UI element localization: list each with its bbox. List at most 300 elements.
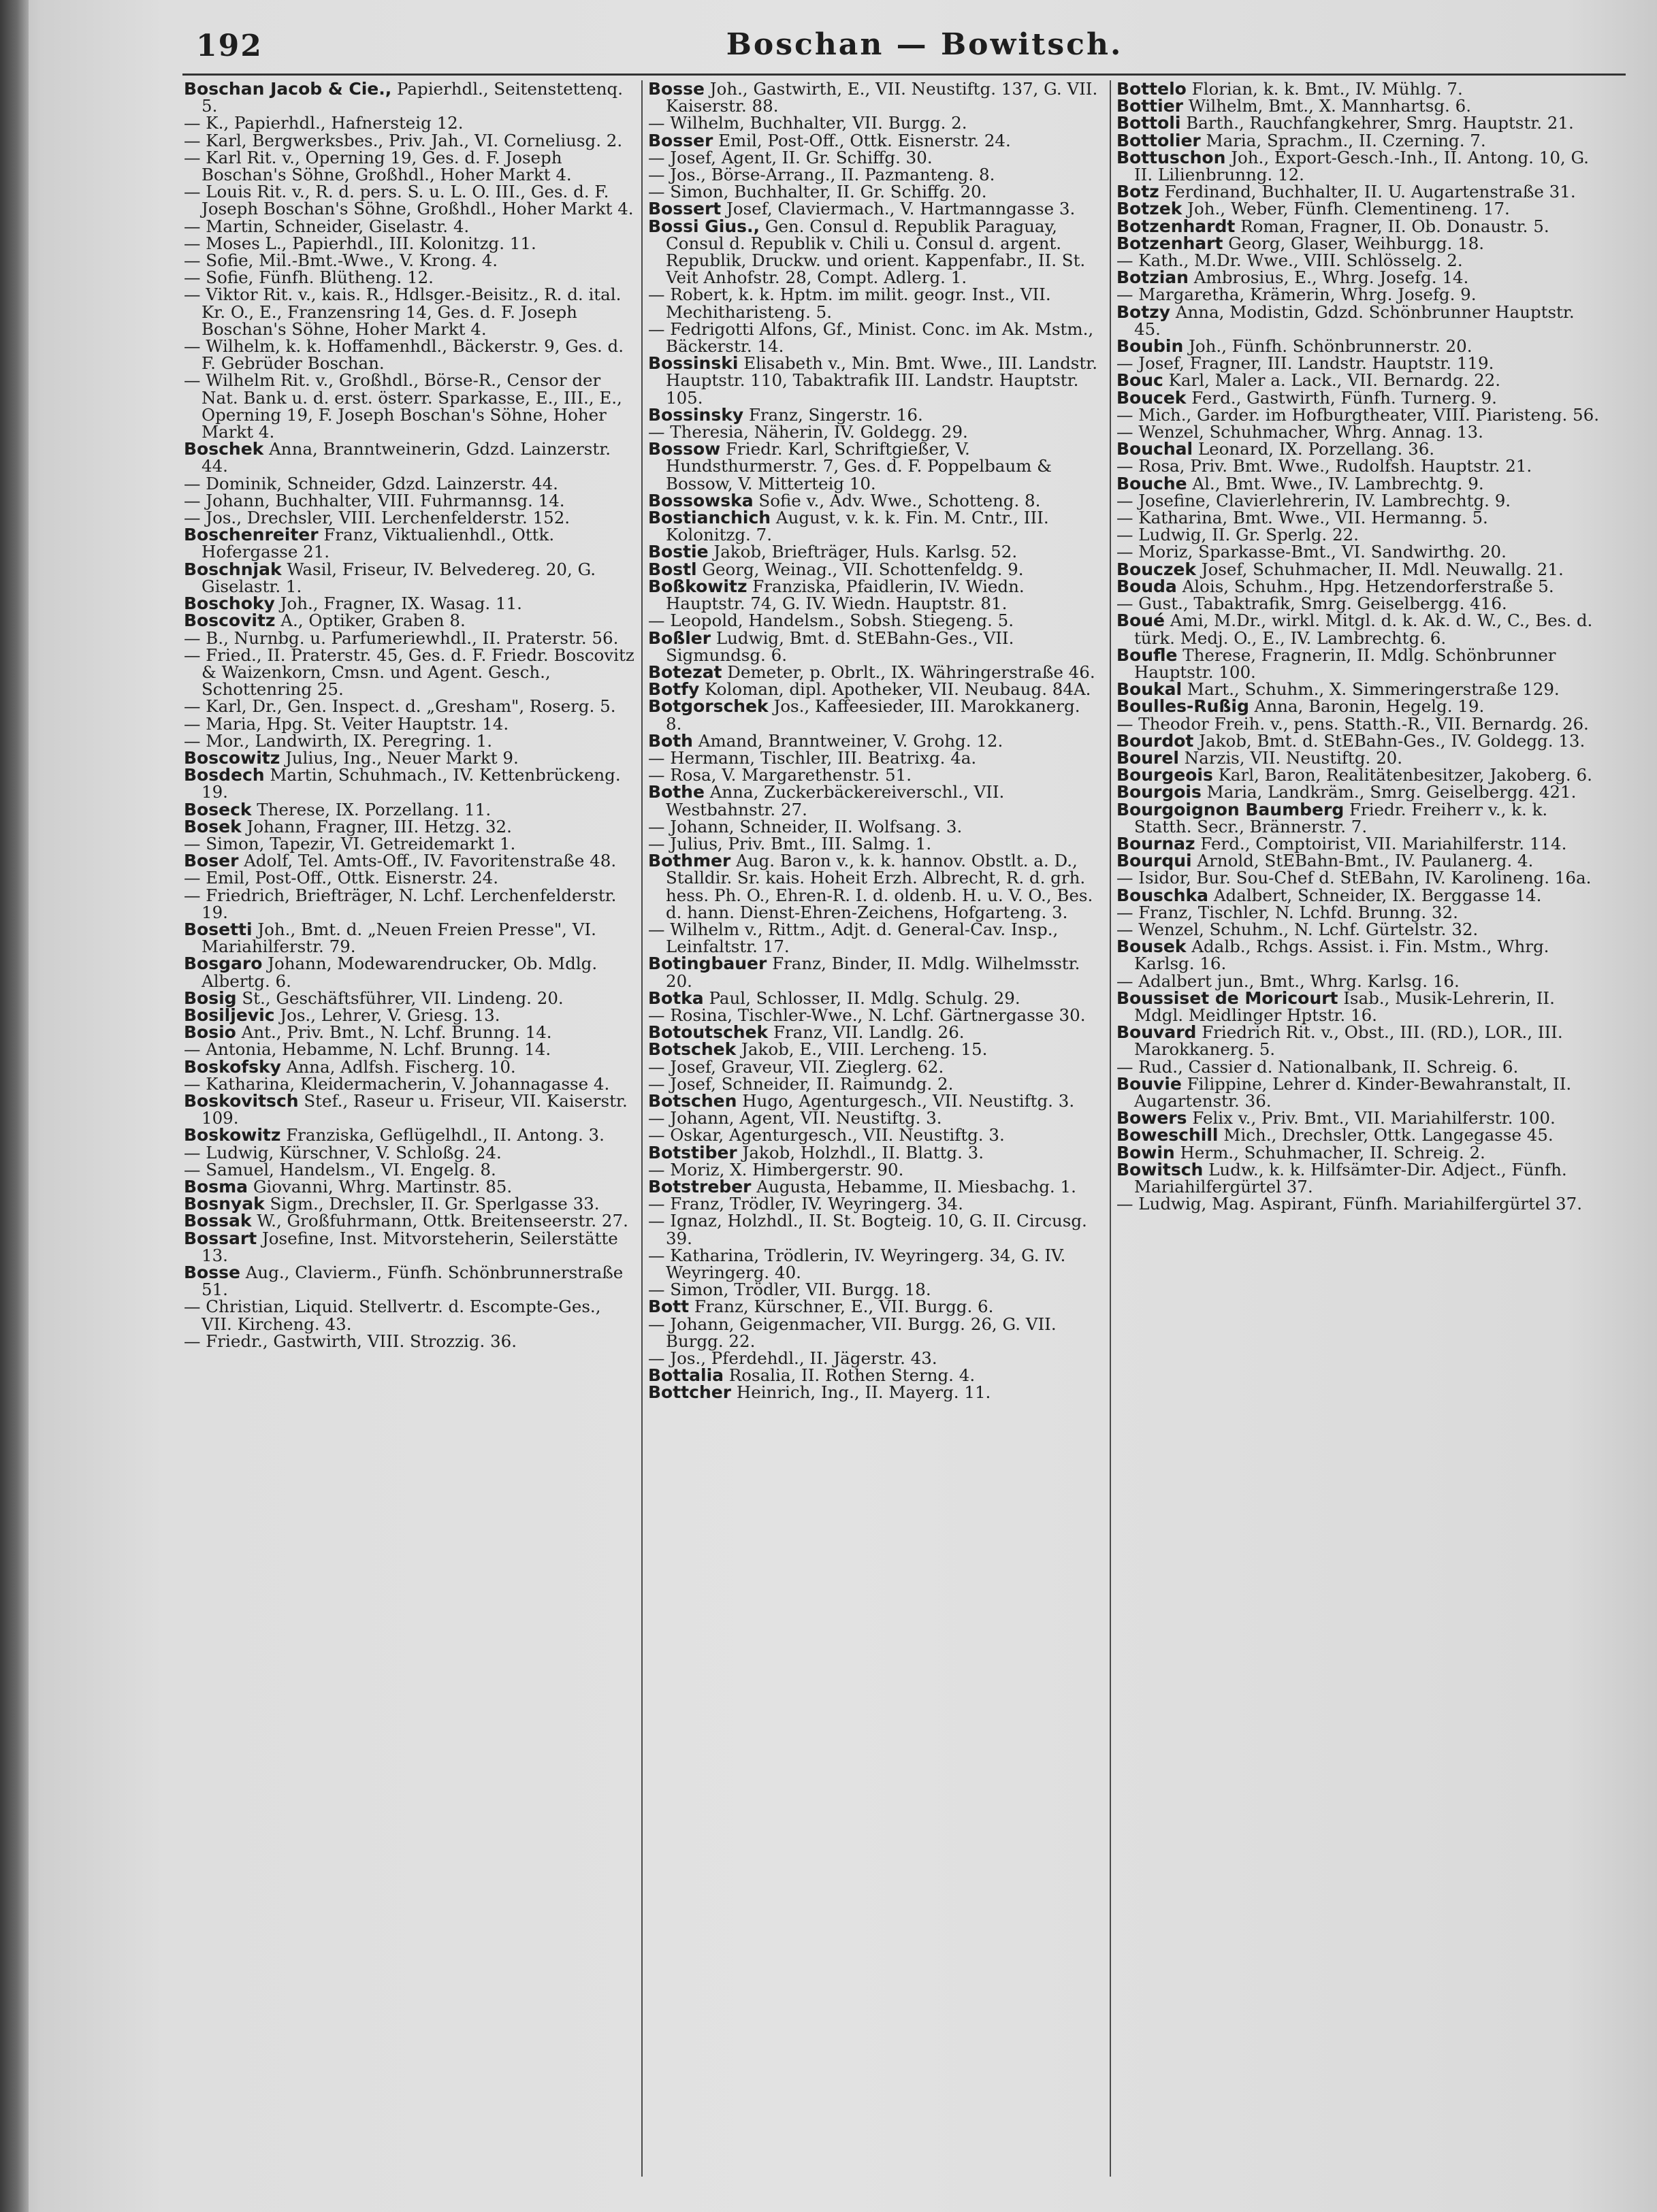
entry-details: Anna, Adlfsh. Fischerg. 10. xyxy=(280,1056,516,1077)
entry-details: — Josefine, Clavierlehrerin, IV. Lambrechtg. 9. xyxy=(1116,490,1511,510)
directory-entry xyxy=(1116,114,1600,131)
directory-entry xyxy=(1116,183,1600,200)
entry-surname: Bouvie xyxy=(1116,1073,1182,1094)
directory-entry xyxy=(1116,440,1600,457)
directory-entry xyxy=(184,835,637,852)
directory-entry xyxy=(1116,355,1600,372)
entry-details: — Wilhelm, Buchhalter, VII. Burgg. 2. xyxy=(648,113,967,133)
directory-entry xyxy=(648,1212,1101,1246)
directory-entry xyxy=(184,1058,637,1075)
directory-entry xyxy=(648,1161,1101,1178)
directory-entry xyxy=(1116,1109,1600,1126)
entry-details: — Friedrich, Briefträger, N. Lchf. Lerchenfelderstr. 19. xyxy=(184,885,617,922)
directory-entry xyxy=(184,1092,637,1126)
entry-surname: Botstiber xyxy=(648,1142,737,1162)
entry-details: Joh., Bmt. d. „Neuen Freien Presse", VI. Mariahilferstr. 79. xyxy=(202,919,596,957)
entry-details: Joh., Fragner, IX. Wasag. 11. xyxy=(274,593,522,614)
entry-surname: Bouche xyxy=(1116,473,1187,493)
directory-entry xyxy=(648,1126,1101,1143)
entry-details: Ant., Priv. Bmt., N. Lchf. Brunng. 14. xyxy=(236,1022,552,1043)
entry-details: — Josef, Fragner, III. Landstr. Hauptstr. 119. xyxy=(1116,353,1494,374)
entry-details: — Mor., Landwirth, IX. Peregring. 1. xyxy=(184,730,492,751)
entry-details: — Johann, Geigenmacher, VII. Burgg. 26, G. VII. Burgg. 22. xyxy=(648,1314,1057,1351)
entry-details: Franz, Singerstr. 16. xyxy=(743,404,923,425)
entry-surname: Bossowska xyxy=(648,490,754,510)
entry-details: Karl, Baron, Realitätenbesitzer, Jakoberg. 6. xyxy=(1212,765,1592,785)
directory-entry xyxy=(184,955,637,989)
entry-details: — Josef, Graveur, VII. Zieglerg. 62. xyxy=(648,1056,944,1077)
entry-details: Therese, Fragnerin, II. Mdlg. Schönbrunner Hauptstr. 100. xyxy=(1134,645,1556,682)
entry-details: — Wenzel, Schuhmacher, Whrg. Annag. 13. xyxy=(1116,422,1483,442)
entry-details: — Katharina, Trödlerin, IV. Weyringerg. 34, G. IV. Weyringerg. 40. xyxy=(648,1245,1066,1283)
entry-details: — Simon, Trödler, VII. Burgg. 18. xyxy=(648,1280,931,1300)
entry-surname: Bottalia xyxy=(648,1365,724,1386)
entry-details: — Emil, Post-Off., Ottk. Eisnerstr. 24. xyxy=(184,868,499,888)
directory-entry xyxy=(1116,1024,1600,1058)
directory-entry xyxy=(184,749,637,766)
entry-details: Johann, Modewarendrucker, Ob. Mdlg. Albertg. 6. xyxy=(202,954,598,991)
entry-surname: Both xyxy=(648,730,693,751)
directory-entry xyxy=(1116,338,1600,355)
entry-details: — Friedr., Gastwirth, VIII. Strozzig. 36. xyxy=(184,1331,517,1351)
directory-entry xyxy=(184,1230,637,1264)
entry-details: Therese, IX. Porzellang. 11. xyxy=(251,799,492,819)
directory-entry xyxy=(1116,698,1600,715)
directory-entry xyxy=(184,1298,637,1332)
entry-details: — Ludwig, Mag. Aspirant, Fünfh. Mariahilfergürtel 37. xyxy=(1116,1194,1583,1214)
entry-surname: Bott xyxy=(648,1297,690,1317)
entry-surname: Boskowitz xyxy=(184,1125,281,1145)
entry-details: Anna, Zuckerbäckereiverschl., VII. Westbahnstr. 27. xyxy=(666,782,1005,819)
entry-details: Aug. Baron v., k. k. hannov. Obstlt. a. D., Stalldir. Sr. kais. Hoheit Erzh. Albrecht, R. d. grh. hess. Ph. O., Ehren-R. I. d. oldenb. H. u. V. O., Bes. d. hann. Dienst-Ehren-Zeichens, Hofgarteng. 3. xyxy=(666,851,1093,922)
entry-surname: Boschan Jacob & Cie., xyxy=(184,80,392,99)
entry-details: — Christian, Liquid. Stellvertr. d. Escompte-Ges., VII. Kircheng. 43. xyxy=(184,1297,601,1334)
directory-entry xyxy=(648,440,1101,492)
entry-surname: Boweschill xyxy=(1116,1125,1219,1145)
entry-surname: Bothmer xyxy=(648,851,731,871)
directory-entry xyxy=(648,921,1101,955)
directory-entry xyxy=(184,990,637,1007)
directory-entry xyxy=(1116,509,1600,526)
entry-details: Josef, Schuhmacher, II. Mdl. Neuwallg. 21. xyxy=(1195,559,1564,579)
entry-surname: Bouchal xyxy=(1116,439,1193,459)
directory-entry xyxy=(1116,1058,1600,1075)
directory-entry xyxy=(184,252,637,269)
entry-details: Josef, Claviermach., V. Hartmanngasse 3. xyxy=(721,199,1076,219)
entry-surname: Bosiljevic xyxy=(184,1005,275,1025)
entry-details: — Josef, Agent, II. Gr. Schiffg. 30. xyxy=(648,147,933,167)
directory-entry xyxy=(184,1333,637,1350)
entry-details: Martin, Schuhmach., IV. Kettenbrückeng. 19. xyxy=(202,765,621,802)
directory-entry xyxy=(1116,406,1600,423)
directory-entry xyxy=(648,423,1101,440)
entry-details: — Wenzel, Schuhm., N. Lchf. Gürtelstr. 32. xyxy=(1116,919,1479,939)
running-title: Boschan — Bowitsch. xyxy=(726,27,1123,62)
entry-surname: Boßkowitz xyxy=(648,576,747,596)
entry-details: Joh., Export-Gesch.-Inh., II. Antong. 10, G. II. Lilienbrunng. 12. xyxy=(1134,147,1589,185)
entry-details: Jakob, Briefträger, Huls. Karlsg. 52. xyxy=(708,542,1018,562)
directory-entry xyxy=(1116,526,1600,543)
entry-details: — Gust., Tabaktrafik, Smrg. Geiselbergg. 416. xyxy=(1116,593,1507,614)
entry-details: — Johann, Buchhalter, VIII. Fuhrmannsg. 14. xyxy=(184,490,565,510)
directory-entry xyxy=(184,612,637,629)
entry-surname: Bowin xyxy=(1116,1142,1175,1162)
entry-surname: Boskofsky xyxy=(184,1056,281,1077)
entry-surname: Botezat xyxy=(648,662,722,682)
entry-surname: Bournaz xyxy=(1116,833,1195,853)
directory-entry xyxy=(1116,1075,1600,1109)
entry-details: — Margaretha, Krämerin, Whrg. Josefg. 9. xyxy=(1116,284,1477,305)
directory-entry xyxy=(1116,423,1600,440)
entry-details: — Katharina, Bmt. Wwe., VII. Hermanng. 5. xyxy=(1116,508,1488,528)
entry-surname: Bossinsky xyxy=(648,404,744,425)
directory-entry xyxy=(1116,286,1600,303)
directory-entry xyxy=(648,732,1101,749)
entry-details: Florian, k. k. Bmt., IV. Mühlg. 7. xyxy=(1186,80,1463,99)
entry-surname: Boulles-Rußig xyxy=(1116,696,1249,717)
directory-column-3 xyxy=(1116,80,1600,2177)
entry-surname: Bostie xyxy=(648,542,709,562)
directory-entry xyxy=(648,664,1101,681)
entry-details: — Adalbert jun., Bmt., Whrg. Karlsg. 16. xyxy=(1116,971,1460,991)
entry-details: Franz, Kürschner, E., VII. Burgg. 6. xyxy=(689,1297,994,1317)
entry-details: — Moses L., Papierhdl., III. Kolonitzg. 11. xyxy=(184,233,536,253)
entry-details: W., Großfuhrmann, Ottk. Breitenseerstr. 27. xyxy=(251,1211,628,1231)
entry-details: — Maria, Hpg. St. Veiter Hauptstr. 14. xyxy=(184,713,509,734)
directory-entry xyxy=(648,1281,1101,1298)
entry-details: Friedrich Rit. v., Obst., III. (RD.), LOR., III. Marokkanerg. 5. xyxy=(1134,1022,1563,1060)
directory-entry xyxy=(184,338,637,372)
directory-entry xyxy=(1116,612,1600,646)
entry-details: — Moriz, X. Himbergerstr. 90. xyxy=(648,1159,904,1180)
entry-details: Josefine, Inst. Mitvorsteherin, Seilerstätte 13. xyxy=(202,1228,618,1265)
entry-details: Sigm., Drechsler, II. Gr. Sperlgasse 33. xyxy=(264,1194,600,1214)
entry-details: Anna, Baronin, Hegelg. 19. xyxy=(1249,696,1485,717)
directory-entry xyxy=(184,801,637,818)
directory-entry xyxy=(1116,372,1600,389)
directory-entry xyxy=(184,492,637,509)
directory-entry xyxy=(184,1024,637,1041)
directory-entry xyxy=(1116,835,1600,852)
entry-details: — Josef, Schneider, II. Raimundg. 2. xyxy=(648,1073,954,1094)
directory-entry xyxy=(648,681,1101,698)
directory-entry xyxy=(184,183,637,217)
entry-surname: Botingbauer xyxy=(648,954,767,974)
directory-entry xyxy=(648,749,1101,766)
entry-details: Franz, Binder, II. Mdlg. Wilhelmsstr. 20. xyxy=(666,954,1080,991)
entry-surname: Bourgeois xyxy=(1116,765,1213,785)
entry-details: Filippine, Lehrer d. Kinder-Bewahranstalt, II. Augartenstr. 36. xyxy=(1134,1073,1572,1111)
directory-entry xyxy=(1116,218,1600,235)
directory-entry xyxy=(184,475,637,492)
directory-entry xyxy=(648,1109,1101,1126)
directory-entry xyxy=(648,1195,1101,1212)
directory-entry xyxy=(184,1041,637,1058)
entry-surname: Bosser xyxy=(648,130,713,150)
entry-details: — Franz, Tischler, N. Lchfd. Brunng. 32. xyxy=(1116,902,1458,922)
entry-surname: Bosse xyxy=(648,80,705,99)
entry-details: Mart., Schuhm., X. Simmeringerstraße 129. xyxy=(1182,679,1560,700)
entry-details: — Karl, Dr., Gen. Inspect. d. „Gresham", Roserg. 5. xyxy=(184,696,616,717)
directory-entry xyxy=(1116,235,1600,252)
entry-surname: Bosnyak xyxy=(184,1194,265,1214)
directory-entry xyxy=(648,166,1101,183)
directory-entry xyxy=(184,1195,637,1212)
directory-entry xyxy=(1116,97,1600,114)
entry-surname: Botschek xyxy=(648,1039,737,1060)
entry-details: Emil, Post-Off., Ottk. Eisnerstr. 24. xyxy=(713,130,1011,150)
directory-entry xyxy=(184,852,637,869)
directory-entry xyxy=(1116,990,1600,1024)
directory-entry xyxy=(648,492,1101,509)
entry-details: — Wilhelm Rit. v., Großhdl., Börse-R., Censor der Nat. Bank u. d. erst. österr. Sparkasse, E., III., E., Operning 19, F. Joseph Boschan's Söhne, Hoher Markt 4. xyxy=(184,370,622,442)
page-number: 192 xyxy=(196,29,263,63)
entry-surname: Bosma xyxy=(184,1177,248,1197)
entry-details: — Isidor, Bur. Sou-Chef d. StEBahn, IV. Karolineng. 16a. xyxy=(1116,868,1592,888)
directory-entry xyxy=(648,132,1101,149)
entry-details: A., Optiker, Graben 8. xyxy=(275,611,466,631)
entry-details: Heinrich, Ing., II. Mayerg. 11. xyxy=(731,1382,991,1403)
entry-details: Stef., Raseur u. Friseur, VII. Kaiserstr. 109. xyxy=(202,1090,628,1128)
entry-surname: Boschoky xyxy=(184,593,275,614)
entry-surname: Botzy xyxy=(1116,302,1171,322)
entry-details: Giovanni, Whrg. Martinstr. 85. xyxy=(248,1177,513,1197)
entry-details: Alois, Schuhm., Hpg. Hetzendorferstraße 5. xyxy=(1176,576,1554,596)
directory-entry xyxy=(1116,869,1600,886)
entry-surname: Bosek xyxy=(184,816,242,836)
entry-details: — Mich., Garder. im Hofburgtheater, VIII. Piaristeng. 56. xyxy=(1116,404,1600,425)
directory-entry xyxy=(1116,149,1600,183)
directory-entry xyxy=(648,1041,1101,1058)
entry-details: Jakob, E., VIII. Lercheng. 15. xyxy=(736,1039,988,1060)
book-spine-shadow xyxy=(0,0,29,2212)
entry-surname: Boubin xyxy=(1116,336,1184,357)
directory-entry xyxy=(1116,732,1600,749)
entry-details: Karl, Maler a. Lack., VII. Bernardg. 22. xyxy=(1163,370,1501,391)
entry-details: — Rud., Cassier d. Nationalbank, II. Schreig. 6. xyxy=(1116,1056,1519,1077)
directory-entry xyxy=(648,818,1101,835)
entry-surname: Botzek xyxy=(1116,199,1183,219)
entry-surname: Bottcher xyxy=(648,1382,732,1403)
entry-details: Friedr. Freiherr v., k. k. Statth. Secr., Brännerstr. 7. xyxy=(1134,799,1548,836)
directory-entry xyxy=(184,887,637,921)
entry-details: — Jos., Pferdehdl., II. Jägerstr. 43. xyxy=(648,1348,937,1369)
entry-details: — Ludwig, II. Gr. Sperlg. 22. xyxy=(1116,525,1359,545)
directory-entry xyxy=(1116,1126,1600,1143)
entry-surname: Bostl xyxy=(648,559,697,579)
entry-details: — Ludwig, Kürschner, V. Schloßg. 24. xyxy=(184,1142,502,1162)
entry-surname: Bouda xyxy=(1116,576,1177,596)
entry-surname: Bousek xyxy=(1116,937,1187,957)
entry-surname: Botzian xyxy=(1116,267,1189,288)
directory-column-1 xyxy=(184,80,637,2177)
directory-entry xyxy=(648,1367,1101,1384)
entry-details: Franz, VII. Landlg. 26. xyxy=(768,1022,965,1043)
directory-entry xyxy=(184,526,637,560)
entry-details: — Hermann, Tischler, III. Beatrixg. 4a. xyxy=(648,747,977,768)
entry-details: Ambrosius, E., Whrg. Josefg. 14. xyxy=(1188,267,1469,288)
directory-entry xyxy=(648,561,1101,578)
entry-details: Rosalia, II. Rothen Sterng. 4. xyxy=(724,1365,976,1386)
entry-details: Franziska, Pfaidlerin, IV. Wiedn. Hauptstr. 74, G. IV. Wiedn. Hauptstr. 81. xyxy=(666,576,1025,614)
directory-entry xyxy=(648,612,1101,629)
entry-details: Maria, Sprachm., II. Czerning. 7. xyxy=(1200,130,1486,150)
directory-entry xyxy=(184,630,637,647)
directory-entry xyxy=(1116,200,1600,217)
entry-details: — Jos., Drechsler, VIII. Lerchenfelderstr. 152. xyxy=(184,508,570,528)
entry-surname: Bouczek xyxy=(1116,559,1196,579)
entry-surname: Bossert xyxy=(648,199,722,219)
directory-entry xyxy=(184,698,637,715)
directory-entry xyxy=(648,80,1101,114)
directory-entry xyxy=(648,509,1101,543)
entry-details: Amand, Branntweiner, V. Grohg. 12. xyxy=(692,730,1003,751)
directory-entry xyxy=(184,766,637,800)
directory-entry xyxy=(184,509,637,526)
entry-details: Jos., Lehrer, V. Griesg. 13. xyxy=(274,1005,500,1025)
directory-entry xyxy=(648,955,1101,989)
entry-details: — Simon, Tapezir, VI. Getreidemarkt 1. xyxy=(184,833,516,853)
entry-details: Herm., Schuhmacher, II. Schreig. 2. xyxy=(1174,1142,1485,1162)
entry-details: — Oskar, Agenturgesch., VII. Neustiftg. 3. xyxy=(648,1125,1005,1145)
directory-entry xyxy=(1116,492,1600,509)
directory-entry xyxy=(1116,766,1600,783)
entry-surname: Bourgois xyxy=(1116,782,1202,802)
entry-details: — Kath., M.Dr. Wwe., VIII. Schlösselg. 2. xyxy=(1116,250,1463,271)
directory-entry xyxy=(648,200,1101,217)
directory-entry xyxy=(1116,578,1600,595)
entry-surname: Boussiset de Moricourt xyxy=(1116,988,1338,1008)
entry-surname: Boschek xyxy=(184,439,264,459)
directory-entry xyxy=(648,698,1101,732)
entry-details: — Johann, Agent, VII. Neustiftg. 3. xyxy=(648,1108,942,1128)
directory-entry xyxy=(648,406,1101,423)
entry-details: — Ignaz, Holzhdl., II. St. Bogteig. 10, G. II. Circusg. 39. xyxy=(648,1211,1087,1248)
entry-details: — B., Nurnbg. u. Parfumeriewhdl., II. Praterstr. 56. xyxy=(184,628,619,648)
entry-details: Koloman, dipl. Apotheker, VII. Neubaug. 84A. xyxy=(699,679,1091,700)
entry-details: Joh., Fünfh. Schönbrunnerstr. 20. xyxy=(1183,336,1473,357)
directory-entry xyxy=(648,1024,1101,1041)
entry-details: — Dominik, Schneider, Gdzd. Lainzerstr. 44. xyxy=(184,473,558,493)
entry-surname: Bottolier xyxy=(1116,130,1201,150)
page-header xyxy=(196,25,1612,72)
directory-entry xyxy=(648,1384,1101,1401)
entry-surname: Bostianchich xyxy=(648,508,771,528)
entry-details: Arnold, StEBahn-Bmt., IV. Paulanerg. 4. xyxy=(1191,851,1534,871)
column-divider-1 xyxy=(641,80,643,2177)
directory-entry xyxy=(1116,269,1600,286)
entry-surname: Bowers xyxy=(1116,1108,1187,1128)
entry-details: Paul, Schlosser, II. Mdlg. Schulg. 29. xyxy=(703,988,1020,1008)
directory-entry xyxy=(648,183,1101,200)
directory-entry xyxy=(1116,389,1600,406)
directory-entry xyxy=(648,218,1101,287)
entry-details: Adolf, Tel. Amts-Off., IV. Favoritenstraße 48. xyxy=(238,851,617,871)
entry-details: Leonard, IX. Porzellang. 36. xyxy=(1193,439,1435,459)
directory-entry xyxy=(648,1144,1101,1161)
entry-details: — Moriz, Sparkasse-Bmt., VI. Sandwirthg. 20. xyxy=(1116,542,1507,562)
entry-details: Mich., Drechsler, Ottk. Langegasse 45. xyxy=(1218,1125,1554,1145)
directory-entry xyxy=(1116,1144,1600,1161)
directory-entry xyxy=(184,921,637,955)
entry-details: Isab., Musik-Lehrerin, II. Mdgl. Meidlinger Hptstr. 16. xyxy=(1134,988,1555,1025)
directory-entry xyxy=(184,561,637,595)
directory-entry xyxy=(184,1075,637,1092)
directory-entry xyxy=(648,543,1101,560)
directory-entry xyxy=(1116,543,1600,560)
directory-entry xyxy=(1116,252,1600,269)
entry-details: Barth., Rauchfangkehrer, Smrg. Hauptstr. 21. xyxy=(1180,113,1574,133)
entry-details: Anna, Modistin, Gdzd. Schönbrunner Hauptstr. 45. xyxy=(1134,302,1575,339)
entry-details: — Viktor Rit. v., kais. R., Hdlsger.-Beisitz., R. d. ital. Kr. O., E., Franzensring 14, Ges. d. F. Joseph Boschan's Söhne, Hoher Markt 4. xyxy=(184,284,622,339)
entry-surname: Boufle xyxy=(1116,645,1178,665)
directory-entry xyxy=(648,578,1101,612)
entry-surname: Botstreber xyxy=(648,1177,752,1197)
entry-details: Sofie v., Adv. Wwe., Schotteng. 8. xyxy=(753,490,1041,510)
entry-details: St., Geschäftsführer, VII. Lindeng. 20. xyxy=(236,988,564,1008)
directory-entry xyxy=(184,440,637,474)
directory-entry xyxy=(1116,973,1600,990)
header-rule xyxy=(182,74,1626,76)
directory-entry xyxy=(648,835,1101,852)
entry-details: Georg, Weinag., VII. Schottenfeldg. 9. xyxy=(696,559,1024,579)
directory-entry xyxy=(1116,801,1600,835)
entry-details: Ludwig, Bmt. d. StEBahn-Ges., VII. Sigmundsg. 6. xyxy=(666,628,1014,665)
directory-entry xyxy=(184,732,637,749)
directory-entry xyxy=(648,321,1101,355)
directory-entry xyxy=(1116,1195,1600,1212)
entry-details: Joh., Weber, Fünfh. Clementineng. 17. xyxy=(1182,199,1510,219)
entry-details: Julius, Ing., Neuer Markt 9. xyxy=(280,747,519,768)
directory-entry xyxy=(184,595,637,612)
entry-details: — Antonia, Hebamme, N. Lchf. Brunng. 14. xyxy=(184,1039,551,1060)
directory-entry xyxy=(648,1092,1101,1109)
directory-entry xyxy=(648,630,1101,664)
entry-surname: Botschen xyxy=(648,1090,737,1111)
entry-surname: Boskovitsch xyxy=(184,1090,299,1111)
entry-surname: Bottier xyxy=(1116,96,1183,116)
entry-details: Aug., Clavierm., Fünfh. Schönbrunnerstraße 51. xyxy=(202,1263,624,1300)
entry-details: Adalbert, Schneider, IX. Berggasse 14. xyxy=(1208,885,1542,905)
directory-entry xyxy=(648,1298,1101,1315)
entry-details: — Karl Rit. v., Operning 19, Ges. d. F. Joseph Boschan's Söhne, Großhdl., Hoher Markt 4. xyxy=(184,147,572,185)
entry-details: — Rosina, Tischler-Wwe., N. Lchf. Gärtnergasse 30. xyxy=(648,1005,1086,1025)
directory-entry xyxy=(648,990,1101,1007)
directory-entry xyxy=(648,1350,1101,1367)
entry-surname: Boßler xyxy=(648,628,711,648)
directory-entry xyxy=(648,1058,1101,1075)
entry-details: August, v. k. k. Fin. M. Cntr., III. Kolonitzg. 7. xyxy=(666,508,1049,545)
entry-surname: Bothe xyxy=(648,782,705,802)
directory-entry xyxy=(184,218,637,235)
directory-entry xyxy=(1116,887,1600,904)
entry-details: — Jos., Börse-Arrang., II. Pazmanteng. 8. xyxy=(648,165,995,185)
entry-surname: Bowitsch xyxy=(1116,1159,1204,1180)
entry-details: — Louis Rit. v., R. d. pers. S. u. L. O. III., Ges. d. F. Joseph Boschan's Söhne, Großhdl., Hoher Markt 4. xyxy=(184,182,634,219)
directory-entry xyxy=(648,1247,1101,1281)
entry-details: Ferd., Comptoirist, VII. Mariahilferstr. 114. xyxy=(1195,833,1567,853)
directory-entry xyxy=(1116,938,1600,972)
directory-entry xyxy=(1116,80,1600,97)
entry-surname: Boser xyxy=(184,851,239,871)
entry-details: Friedr. Karl, Schriftgießer, V. Hundsthurmerstr. 7, Ges. d. F. Poppelbaum & Bossow, V. Mitterteig 10. xyxy=(666,439,1052,493)
directory-entry xyxy=(184,1264,637,1298)
entry-surname: Boscowitz xyxy=(184,747,280,768)
entry-surname: Boschnjak xyxy=(184,559,282,579)
entry-details: — Robert, k. k. Hptm. im milit. geogr. Inst., VII. Mechitharisteng. 5. xyxy=(648,284,1051,322)
entry-details: Franziska, Geflügelhdl., II. Antong. 3. xyxy=(280,1125,605,1145)
directory-entry xyxy=(184,1007,637,1024)
